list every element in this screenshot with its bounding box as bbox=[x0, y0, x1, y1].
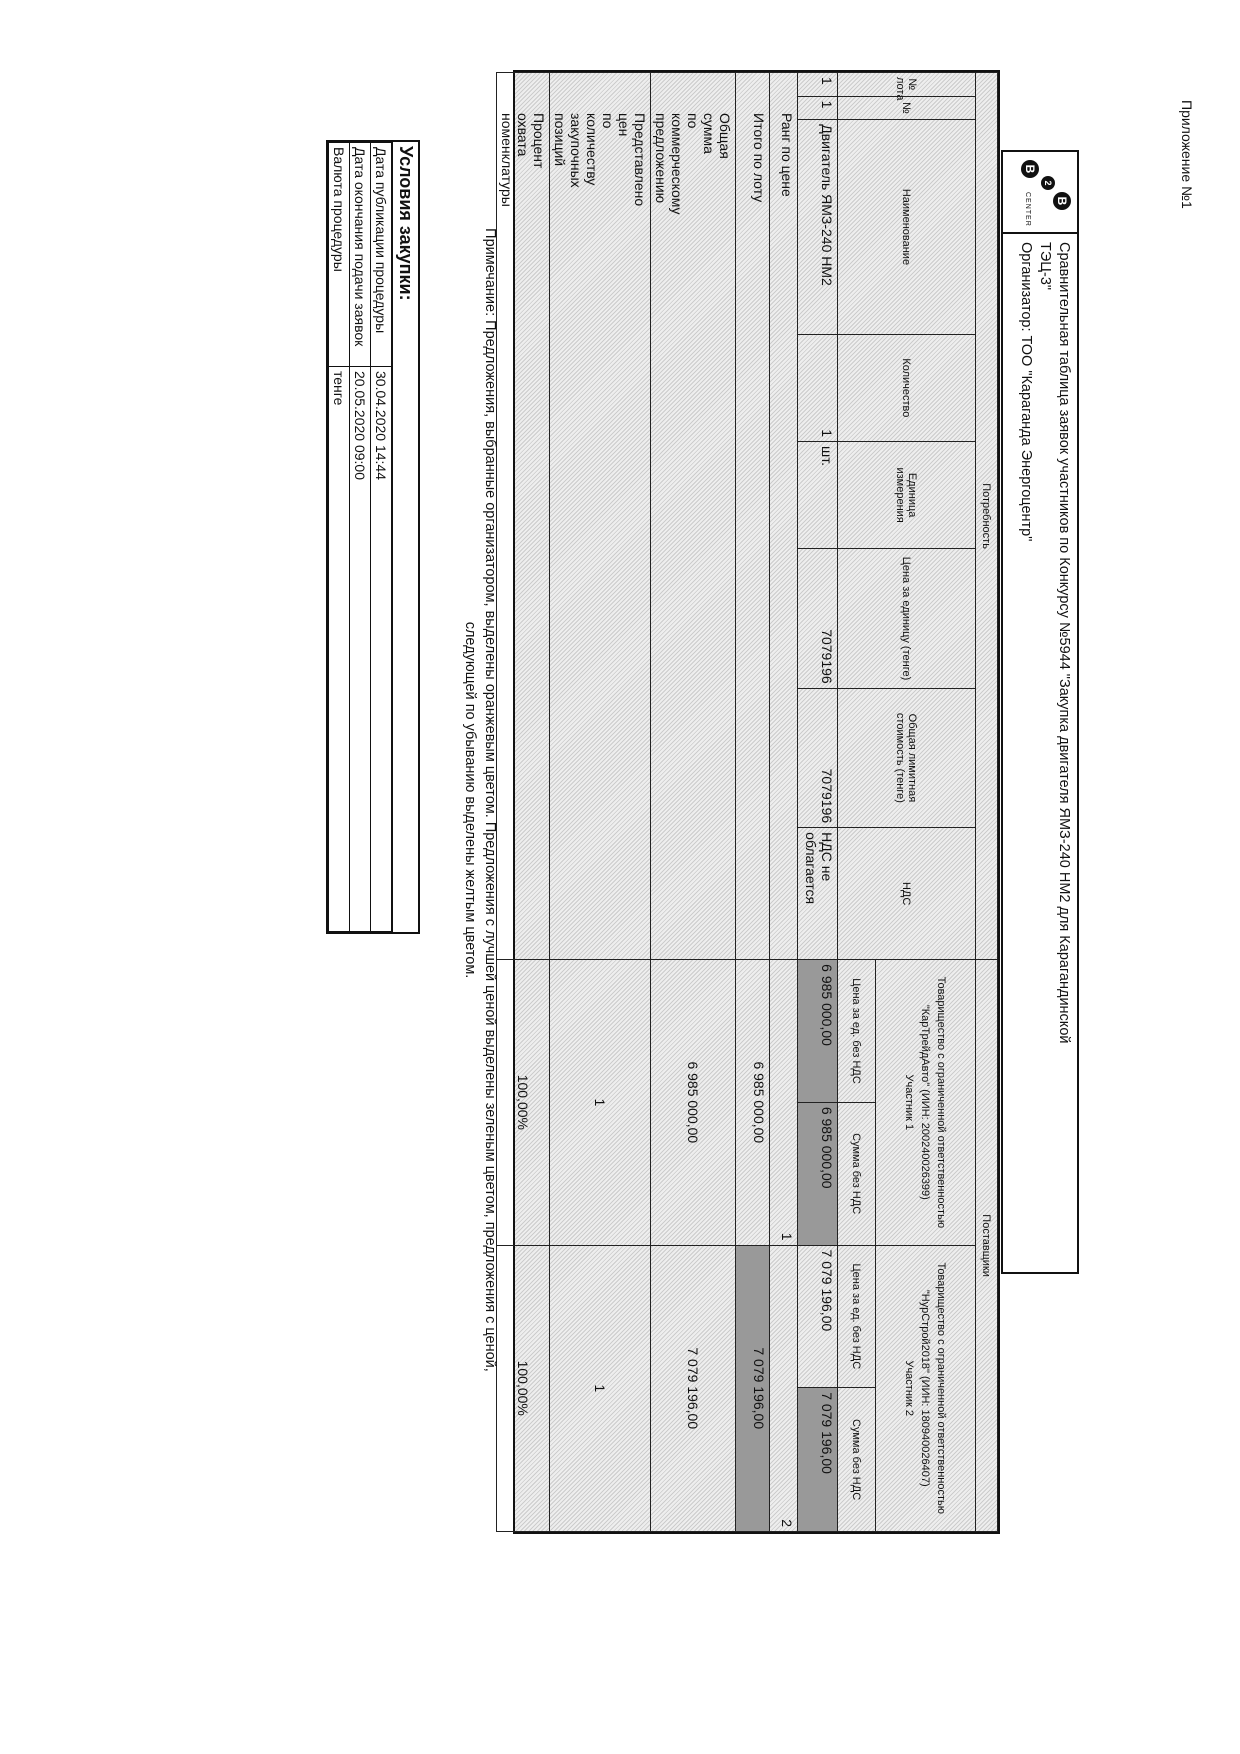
conditions-value-deadline: 20.05.2020 09:00 bbox=[350, 367, 371, 932]
cell-s2-sum: 7 079 196,00 bbox=[798, 1388, 838, 1532]
summary-positions-s2: 1 bbox=[550, 1245, 651, 1531]
document-header bbox=[1001, 150, 1079, 1274]
conditions-key-deadline: Дата окончания подачи заявок bbox=[350, 143, 371, 367]
cell-s1-sum: 6 985 000,00 bbox=[798, 1102, 838, 1245]
summary-label-positions: Представлено цен по количеству закупочных позиций bbox=[550, 73, 651, 960]
logo-b2-letter: B bbox=[1053, 192, 1071, 210]
summary-label-coverage: Процент охвата номенклатуры bbox=[497, 73, 550, 960]
conditions-table bbox=[328, 142, 392, 932]
summary-row-positions bbox=[550, 73, 651, 1532]
summary-label-commercial: Общая сумма по коммерческому предложению bbox=[651, 73, 736, 960]
summary-rank-s1: 1 bbox=[770, 960, 798, 1245]
cell-vat: НДС не облагается bbox=[798, 828, 838, 960]
annex-label: Приложение №1 bbox=[1179, 100, 1195, 209]
col-no: № bbox=[838, 96, 976, 120]
col-lot-no: № лота bbox=[838, 73, 976, 97]
summary-label-rank: Ранг по цене bbox=[770, 73, 798, 960]
header-title-line1: Сравнительная таблица заявок участников по Конкурсу №5944 "Закупка двигателя ЯМЗ-240 НМ2 для Карагандинской bbox=[1056, 242, 1072, 1044]
supplier-2-price-col: Цена за ед. без НДС bbox=[838, 1245, 876, 1388]
col-qty: Количество bbox=[838, 334, 976, 441]
supplier-2-title: Товарищество с ограниченной ответственностью "НурСтрой2018" (ИИН: 180940026407) bbox=[919, 1262, 948, 1514]
cell-unit-price: 7079196 bbox=[798, 549, 838, 688]
conditions-value-published: 30.04.2020 14:44 bbox=[371, 367, 392, 932]
supplier-2-name bbox=[876, 1245, 976, 1531]
cell-qty: 1 bbox=[798, 334, 838, 441]
conditions-title: Условия закупки: bbox=[392, 142, 418, 932]
cell-total: 7079196 bbox=[798, 688, 838, 827]
rotated-document bbox=[250, 70, 1080, 1650]
summary-label-total-lot: Итого по лоту bbox=[736, 73, 770, 960]
table-row bbox=[798, 73, 838, 1532]
logo-center-text: CENTER bbox=[1024, 192, 1031, 227]
cell-s2-price: 7 079 196,00 bbox=[798, 1245, 838, 1388]
conditions-value-currency: тенге bbox=[329, 367, 350, 932]
summary-row-commercial bbox=[651, 73, 736, 1532]
supplier-2-sum-col: Сумма без НДС bbox=[838, 1388, 876, 1532]
supplier-2-participant: Участник 2 bbox=[903, 1360, 916, 1417]
procurement-conditions bbox=[326, 140, 420, 934]
color-legend-note bbox=[460, 70, 500, 1530]
conditions-key-currency: Валюта процедуры bbox=[329, 143, 350, 367]
cell-s1-price: 6 985 000,00 bbox=[798, 960, 838, 1103]
note-line1: Примечание: Предложения, выбранные организатором, выделены оранжевым цветом. Предложения с лучшей ценой выделены зеленым цветом, предложения с ценой, bbox=[482, 228, 498, 1372]
supplier-1-name bbox=[876, 960, 976, 1245]
note-line2: следующей по убыванию выделены желтым цветом. bbox=[462, 621, 478, 979]
group-suppliers: Поставщики bbox=[976, 960, 998, 1532]
conditions-row bbox=[350, 143, 371, 932]
col-total-limit: Общая лимитная стоимость (тенге) bbox=[838, 688, 976, 827]
summary-row-rank bbox=[770, 73, 798, 1532]
summary-total-lot-s1: 6 985 000,00 bbox=[736, 960, 770, 1245]
conditions-row bbox=[329, 143, 350, 932]
summary-total-lot-s2: 7 079 196,00 bbox=[736, 1245, 770, 1531]
summary-commercial-s2: 7 079 196,00 bbox=[651, 1245, 736, 1531]
supplier-1-price-col: Цена за ед. без НДС bbox=[838, 960, 876, 1103]
conditions-row bbox=[371, 143, 392, 932]
summary-commercial-s1: 6 985 000,00 bbox=[651, 960, 736, 1245]
cell-unit: шт. bbox=[798, 441, 838, 548]
comparison-table bbox=[496, 72, 998, 1532]
summary-row-total-lot bbox=[736, 73, 770, 1532]
group-need: Потребность bbox=[976, 73, 998, 960]
supplier-name-row bbox=[876, 73, 976, 1532]
cell-name: Двигатель ЯМЗ-240 НМ2 bbox=[798, 120, 838, 335]
conditions-key-published: Дата публикации процедуры bbox=[371, 143, 392, 367]
group-header-row bbox=[976, 73, 998, 1532]
header-organizer: Организатор: ТОО "Караганда Энергоцентр" bbox=[1018, 242, 1034, 542]
summary-positions-s1: 1 bbox=[550, 960, 651, 1245]
logo-two: 2 bbox=[1041, 176, 1055, 190]
logo-b-letter: B bbox=[1021, 160, 1039, 178]
header-text bbox=[1003, 234, 1077, 1051]
col-unit-price: Цена за единицу (тенге) bbox=[838, 549, 976, 688]
summary-rank-s2: 2 bbox=[770, 1245, 798, 1531]
supplier-1-participant: Участник 1 bbox=[903, 1074, 916, 1131]
cell-lot: 1 bbox=[798, 73, 838, 97]
col-vat: НДС bbox=[838, 828, 976, 960]
summary-row-coverage bbox=[497, 73, 550, 1532]
supplier-1-sum-col: Сумма без НДС bbox=[838, 1102, 876, 1245]
supplier-1-title: Товарищество с ограниченной ответственностью "КарТрейдАвто" (ИИН: 200240026399) bbox=[919, 976, 948, 1229]
header-title-line2: ТЭЦ-3" bbox=[1037, 242, 1053, 291]
col-name: Наименование bbox=[838, 120, 976, 335]
summary-coverage-s1: 100,00% bbox=[497, 960, 550, 1245]
col-unit: Единица измерения bbox=[838, 441, 976, 548]
b2b-center-logo bbox=[1003, 152, 1077, 234]
comparison-table-wrapper bbox=[499, 70, 1000, 1534]
summary-coverage-s2: 100,00% bbox=[497, 1245, 550, 1531]
cell-no: 1 bbox=[798, 96, 838, 120]
